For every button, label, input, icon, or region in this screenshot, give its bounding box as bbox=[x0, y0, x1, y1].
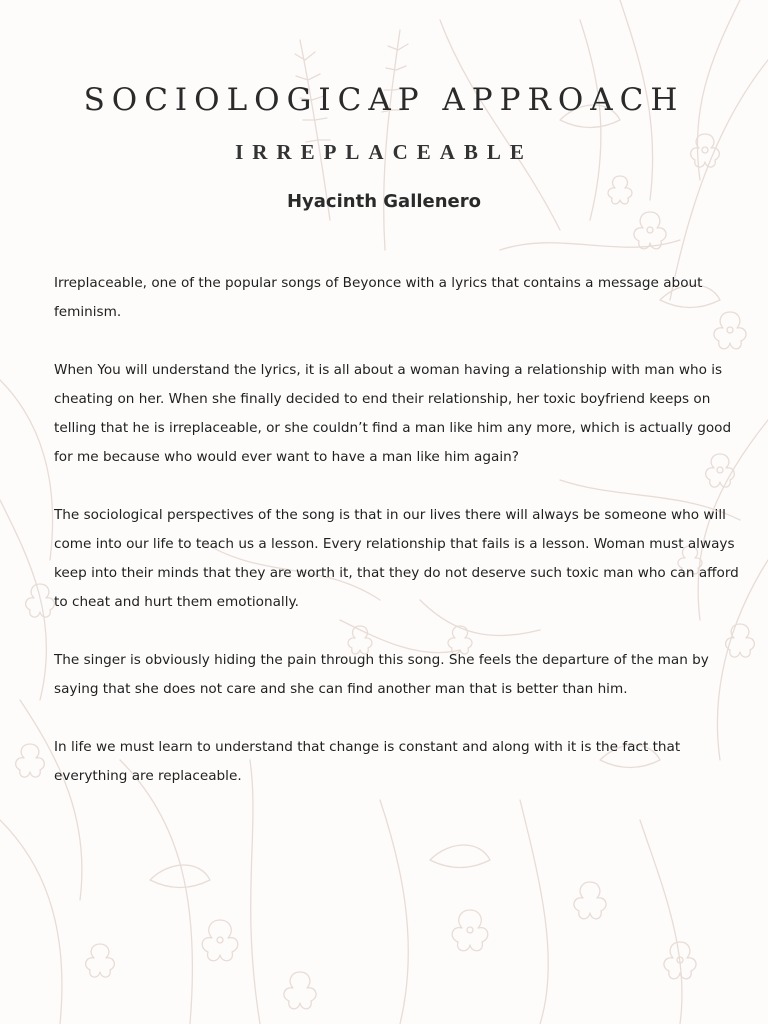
paragraph: When You will understand the lyrics, it is all about a woman having a relationship with man who is cheating on her. When she finally decided to end their relationship, her toxic boyfriend keeps on telling that he is irreplaceable, or she couldn’t find a man like him any more, which is actually good for me because who would ever want to have a man like him again? bbox=[54, 362, 732, 465]
paragraph: The singer is obviously hiding the pain through this song. She feels the departure of the man by saying that she does not care and she can find another man that is better than him. bbox=[54, 652, 709, 697]
paragraph: In life we must learn to understand that change is constant and along with it is the fact that everything are replaceable. bbox=[54, 739, 681, 784]
paragraph: The sociological perspectives of the song is that in our lives there will always be someone who will come into our life to teach us a lesson. Every relationship that fails is a lesson. Woman must always keep into their minds that they are worth it, that they do not deserve such toxic man who can afford to cheat and hurt them emotionally. bbox=[54, 507, 739, 610]
body-text bbox=[54, 269, 744, 820]
document-title: SOCIOLOGICAP APPROACH bbox=[83, 82, 685, 118]
paragraph: Irreplaceable, one of the popular songs of Beyonce with a lyrics that contains a message about feminism. bbox=[54, 275, 703, 320]
author-name: Hyacinth Gallenero bbox=[286, 191, 482, 212]
document-subtitle: IRREPLACEABLE bbox=[235, 140, 533, 164]
